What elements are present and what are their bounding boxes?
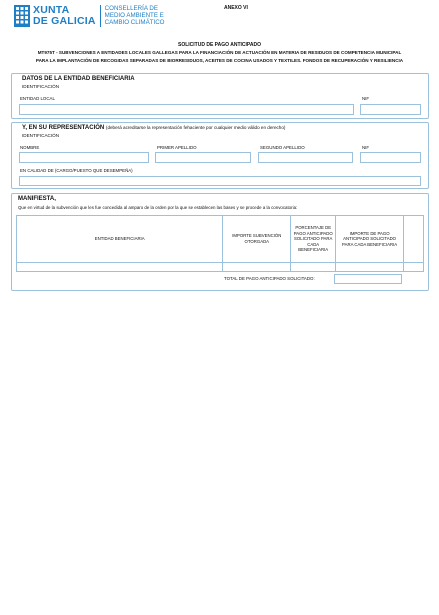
col-header-entity: ENTIDAD BENEFICIARIA xyxy=(17,216,223,263)
dept-line-2: MEDIO AMBIENTE E xyxy=(104,12,164,20)
logo-line-1: XUNTA xyxy=(33,4,70,16)
document-title xyxy=(0,41,439,66)
department-name xyxy=(105,5,165,27)
representative-title: Y, EN SU REPRESENTACIÓN xyxy=(22,125,105,131)
col-header-extra xyxy=(404,216,424,263)
cell-amount[interactable] xyxy=(223,263,291,272)
rep-nif-field[interactable] xyxy=(360,152,421,163)
beneficiary-subtitle: IDENTIFICACIÓN xyxy=(22,84,60,89)
surname1-field[interactable] xyxy=(155,152,251,163)
annex-label: ANEXO VI xyxy=(224,5,248,11)
dept-line-3: CAMBIO CLIMÁTICO xyxy=(104,19,165,27)
manifest-section xyxy=(11,193,429,291)
beneficiary-title: DATOS DE LA ENTIDAD BENEFICIARIA xyxy=(22,76,135,82)
surname1-label: PRIMER APELLIDO xyxy=(157,145,197,150)
role-label: EN CALIDAD DE (CARGO/PUESTO QUE DESEMPEÑA) xyxy=(20,168,133,173)
total-field[interactable] xyxy=(334,274,402,284)
dept-line-1: CONSELLERÍA DE xyxy=(104,5,158,12)
representative-subtitle: IDENTIFICACIÓN xyxy=(22,133,60,138)
name-label: NOMBRE xyxy=(20,145,40,150)
manifest-text: Que en virtud de la subvención que les fue concedida al amparo de la orden por la que se establecen las bases y se procede a la convocatoria: xyxy=(18,205,298,210)
manifest-title: MANIFIESTA, xyxy=(18,196,56,202)
entity-label: ENTIDAD LOCAL xyxy=(20,96,55,101)
total-label: TOTAL DE PAGO ANTICIPADO SOLICITADO: xyxy=(224,276,315,281)
col-header-amount: IMPORTE SUBVENCIÓN OTORGADA xyxy=(223,216,291,263)
page-header xyxy=(14,5,434,31)
representative-section xyxy=(11,122,429,189)
col-header-percent: PORCENTAJE DE PAGO ANTICIPADO SOLICITADO PARA CADA BENEFICIARIA xyxy=(291,216,336,263)
xunta-logo xyxy=(14,5,165,27)
logo-line-2: DE GALICIA xyxy=(33,14,96,27)
representative-note: (deberá acreditarse la representación fehaciente por cualquier medio válido en derecho) xyxy=(105,125,286,130)
surname2-field[interactable] xyxy=(258,152,353,163)
role-field[interactable] xyxy=(19,176,421,186)
cell-extra xyxy=(404,263,424,272)
nif-field[interactable] xyxy=(360,104,421,115)
table-row xyxy=(17,263,424,272)
logo-divider xyxy=(100,5,101,27)
col-header-advance: IMPORTE DE PAGO ANTICIPADO SOLICITADO PARA CADA BENEFICIARIA xyxy=(336,216,404,263)
cell-advance[interactable] xyxy=(336,263,404,272)
beneficiary-section xyxy=(11,73,429,119)
advance-payment-table xyxy=(16,215,424,272)
nif-label: NIF xyxy=(362,96,370,101)
name-field[interactable] xyxy=(19,152,149,163)
table-header-row xyxy=(17,216,424,263)
cell-entity[interactable] xyxy=(17,263,223,272)
title-line-2: MT975T - SUBVENCIONES A ENTIDADES LOCALES GALLEGAS PARA LA FINANCIACIÓN DE ACTUACIÓN EN MATERIA DE RESIDUOS DE COMPETENCIA MUNICIPAL xyxy=(37,50,402,56)
title-line-1: SOLICITUD DE PAGO ANTICIPADO xyxy=(178,42,261,48)
surname2-label: SEGUNDO APELLIDO xyxy=(260,145,305,150)
xunta-emblem-icon xyxy=(14,5,30,27)
entity-field[interactable] xyxy=(19,104,354,115)
rep-nif-label: NIF xyxy=(362,145,370,150)
cell-percent[interactable] xyxy=(291,263,336,272)
title-line-3: PARA LA IMPLANTACIÓN DE RECOGIDAS SEPARADAS DE BIORRESIDUOS, ACEITES DE COCINA USADOS Y TEXTILES. FONDOS DE RECUPERACIÓN Y RESILIENCIA xyxy=(35,58,404,64)
